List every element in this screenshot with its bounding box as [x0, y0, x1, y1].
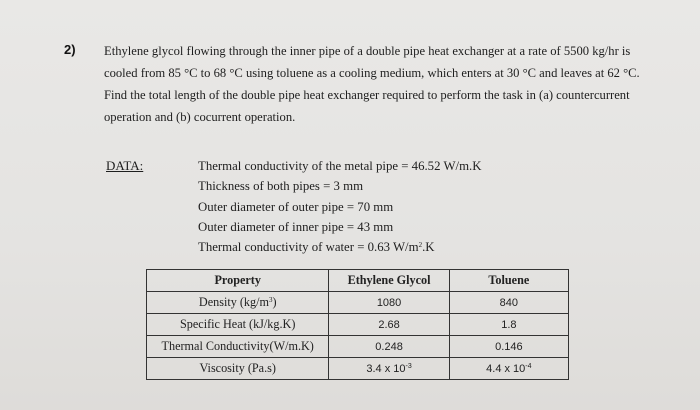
toluene-value: 840: [449, 292, 568, 314]
toluene-exponent: -4: [525, 362, 532, 370]
data-item-text: Thermal conductivity of water = 0.63 W/m: [198, 240, 419, 255]
data-item-text: Outer diameter of inner pipe = 43 mm: [198, 219, 394, 234]
data-item-text: Outer diameter of outer pipe = 70 mm: [198, 199, 394, 214]
data-item-superscript: 2: [418, 241, 423, 250]
property-cell: [147, 314, 329, 336]
property-tail: ): [272, 295, 277, 309]
header-toluene: Toluene: [449, 270, 568, 292]
data-item: [198, 217, 481, 237]
header-property: Property: [147, 270, 329, 292]
data-item: [198, 156, 481, 176]
data-item: [198, 176, 481, 196]
question-text: Ethylene glycol flowing through the inner pipe of a double pipe heat exchanger at a rate of 5500 kg/hr is cooled from 85 °C to 68 °C using toluene as a cooling medium, which enters at 30 °C and leaves at 62 °C. Find the total length of the double pipe heat exchanger required to perform the task in (a) countercurrent operation and (b) cocurrent operation.: [104, 44, 640, 124]
table-row: [147, 292, 569, 314]
property-name: Thermal Conductivity(W/m.K): [161, 339, 314, 353]
ethylene-glycol-value: 0.248: [329, 336, 449, 358]
properties-table: [146, 269, 569, 380]
data-item: [198, 237, 481, 257]
data-item-text: Thickness of both pipes = 3 mm: [198, 179, 364, 194]
data-item-text: Thermal conductivity of the metal pipe = 46.52 W/m.K: [198, 159, 482, 173]
ethylene-glycol-value: 1080: [329, 292, 449, 314]
header-ethylene-glycol: Ethylene Glycol: [329, 270, 449, 292]
data-item-tail: .K: [422, 240, 435, 255]
ethylene-glycol-mantissa: 3.4 x 10: [366, 362, 406, 375]
toluene-value: 1.8: [449, 314, 568, 336]
toluene-value: 0.146: [449, 336, 568, 358]
property-cell: [147, 292, 329, 314]
question-number: 2): [64, 42, 76, 57]
toluene-value: [449, 358, 568, 380]
data-label: DATA:: [106, 158, 144, 173]
table-row: [147, 336, 569, 358]
ethylene-glycol-value: 2.68: [329, 314, 449, 336]
table-row: [147, 358, 569, 380]
property-cell: [147, 336, 329, 358]
table-row: [147, 314, 569, 336]
table-header-row: [147, 270, 569, 292]
data-list: [198, 156, 481, 257]
property-cell: [147, 358, 329, 380]
data-item: [198, 197, 481, 217]
ethylene-glycol-value: [329, 358, 449, 380]
property-superscript: 3: [268, 296, 273, 304]
property-name: Specific Heat (kJ/kg.K): [180, 317, 296, 331]
ethylene-glycol-exponent: -3: [405, 362, 412, 370]
toluene-mantissa: 4.4 x 10: [486, 362, 526, 375]
property-name: Viscosity (Pa.s): [199, 361, 276, 375]
property-name: Density (kg/m: [198, 295, 269, 309]
